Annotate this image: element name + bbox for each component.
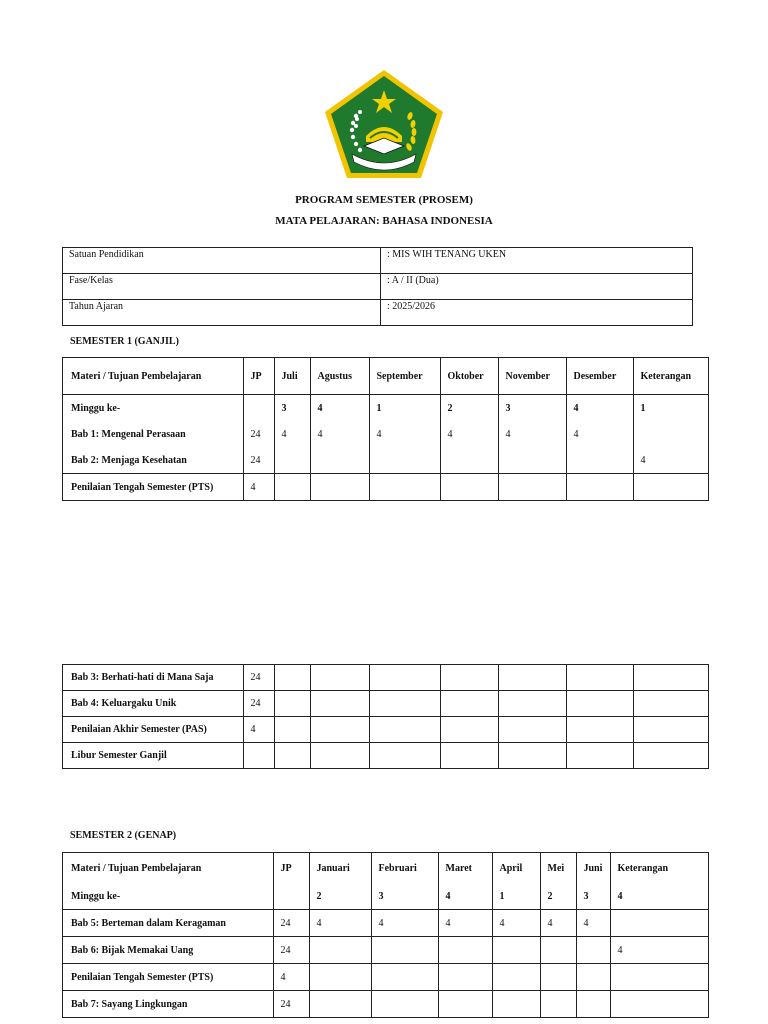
table-cell: 4 [369, 421, 440, 447]
table-cell: 2 [540, 883, 576, 910]
table-cell: 24 [243, 665, 274, 691]
table-cell [633, 717, 709, 743]
column-header: Keterangan [633, 358, 709, 395]
kemenag-logo [322, 68, 446, 180]
table-cell [274, 665, 310, 691]
table-cell [371, 937, 438, 964]
table-cell [492, 937, 540, 964]
table-cell [243, 395, 274, 422]
row-label: Bab 3: Berhati-hati di Mana Saja [71, 672, 214, 683]
table-cell: 24 [273, 991, 309, 1018]
table-cell [440, 743, 498, 769]
row-label: Bab 5: Berteman dalam Keragaman [63, 910, 273, 937]
table-cell [438, 964, 492, 991]
table-cell [566, 743, 633, 769]
column-header: April [492, 853, 540, 884]
table-cell [498, 447, 566, 474]
table-cell: 24 [243, 421, 274, 447]
table-cell [440, 717, 498, 743]
document-title: PROGRAM SEMESTER (PROSEM) [295, 194, 473, 206]
table-cell [274, 717, 310, 743]
table-row [63, 421, 709, 447]
table-cell [540, 991, 576, 1018]
semester-2-label: SEMESTER 2 (GENAP) [70, 830, 177, 841]
semester-1-table-continued [62, 664, 709, 769]
table-cell [498, 743, 566, 769]
info-value: : A / II (Dua) [381, 274, 693, 300]
table-cell: 2 [440, 395, 498, 422]
table-cell: 24 [243, 691, 274, 717]
info-label: Fase/Kelas [63, 274, 381, 300]
row-label: Bab 4: Keluargaku Unik [63, 691, 243, 717]
table-cell [492, 964, 540, 991]
table-cell [369, 474, 440, 501]
table-row [63, 937, 709, 964]
table-cell [369, 743, 440, 769]
table-cell [274, 474, 310, 501]
table-cell [498, 665, 566, 691]
table-cell [498, 717, 566, 743]
table-row [63, 964, 709, 991]
table-cell: 1 [633, 395, 709, 422]
row-label: Minggu ke- [71, 890, 121, 902]
table-cell [498, 474, 566, 501]
table-row [63, 883, 709, 910]
table-cell [369, 447, 440, 474]
column-header: Oktober [440, 358, 498, 395]
table-cell [440, 665, 498, 691]
column-header: Juli [274, 358, 310, 395]
table-cell [310, 447, 369, 474]
table-cell: 4 [540, 910, 576, 937]
table-cell [274, 447, 310, 474]
table-cell: 24 [273, 910, 309, 937]
row-label: Bab 7: Sayang Lingkungan [63, 991, 273, 1018]
column-header: Maret [438, 853, 492, 884]
info-label: Tahun Ajaran [63, 300, 381, 326]
table-cell [440, 691, 498, 717]
table-cell [492, 991, 540, 1018]
table-row [63, 665, 709, 691]
table-cell [369, 691, 440, 717]
table-cell [633, 691, 709, 717]
column-header: September [369, 358, 440, 395]
table-cell [309, 937, 371, 964]
table-cell [310, 474, 369, 501]
table-cell [438, 991, 492, 1018]
table-cell: 4 [576, 910, 610, 937]
column-header: Materi / Tujuan Pembelajaran [71, 370, 202, 382]
table-cell [309, 964, 371, 991]
table-cell: 3 [274, 395, 310, 422]
header-row [63, 853, 709, 884]
table-cell: 4 [440, 421, 498, 447]
column-header: Agustus [310, 358, 369, 395]
table-cell [633, 665, 709, 691]
info-row [63, 274, 693, 300]
table-cell: 1 [492, 883, 540, 910]
table-cell [610, 964, 709, 991]
info-value: : MIS WIH TENANG UKEN [381, 248, 693, 274]
table-row [63, 447, 709, 474]
document-subtitle: MATA PELAJARAN: BAHASA INDONESIA [275, 215, 493, 227]
table-cell: 4 [310, 421, 369, 447]
logo-motto [0, 0, 1, 1]
table-cell: 4 [610, 883, 709, 910]
table-row [63, 910, 709, 937]
info-row [63, 248, 693, 274]
table-cell: 4 [438, 883, 492, 910]
table-row [63, 991, 709, 1018]
column-header: November [498, 358, 566, 395]
table-cell: 4 [566, 421, 633, 447]
header-row [63, 358, 709, 395]
info-table [62, 247, 693, 326]
table-cell [633, 421, 709, 447]
table-cell [540, 964, 576, 991]
table-cell [633, 743, 709, 769]
table-cell: 4 [274, 421, 310, 447]
table-cell [309, 991, 371, 1018]
table-cell [576, 964, 610, 991]
table-cell: 4 [273, 964, 309, 991]
table-cell: 4 [243, 717, 274, 743]
table-cell: 4 [309, 910, 371, 937]
table-cell [576, 937, 610, 964]
table-cell: 4 [243, 474, 274, 501]
table-cell [576, 991, 610, 1018]
column-header: Materi / Tujuan Pembelajaran [71, 862, 202, 874]
table-row [63, 743, 709, 769]
column-header: Desember [566, 358, 633, 395]
table-cell [566, 717, 633, 743]
table-cell [369, 665, 440, 691]
table-cell [310, 665, 369, 691]
column-header: Juni [576, 853, 610, 884]
table-cell: 3 [576, 883, 610, 910]
table-cell [274, 691, 310, 717]
column-header: Keterangan [610, 853, 709, 884]
column-header: JP [273, 853, 309, 884]
table-row [63, 717, 709, 743]
table-cell [438, 937, 492, 964]
row-label: Minggu ke- [63, 395, 243, 422]
column-header: JP [243, 358, 274, 395]
table-cell [369, 717, 440, 743]
table-cell [566, 665, 633, 691]
info-label: Satuan Pendidikan [63, 248, 381, 274]
table-cell [371, 964, 438, 991]
table-cell [610, 991, 709, 1018]
table-cell [440, 447, 498, 474]
table-row [63, 474, 709, 501]
table-cell [274, 743, 310, 769]
semester-1-table [62, 357, 709, 501]
table-cell: 24 [243, 447, 274, 474]
column-header: Mei [540, 853, 576, 884]
table-cell [540, 937, 576, 964]
semester-1-label: SEMESTER 1 (GANJIL) [70, 336, 179, 347]
table-cell: 4 [633, 447, 709, 474]
table-cell: 4 [310, 395, 369, 422]
table-cell: 24 [273, 937, 309, 964]
table-cell: 4 [498, 421, 566, 447]
row-label: Bab 1: Mengenal Perasaan [71, 428, 186, 440]
row-label: Libur Semester Ganjil [63, 743, 243, 769]
table-cell: 2 [309, 883, 371, 910]
table-cell: 3 [371, 883, 438, 910]
table-cell [243, 743, 274, 769]
table-row [63, 691, 709, 717]
table-cell [273, 883, 309, 910]
table-cell [498, 691, 566, 717]
row-label: Penilaian Akhir Semester (PAS) [63, 717, 243, 743]
table-cell: 4 [566, 395, 633, 422]
table-cell: 4 [610, 937, 709, 964]
column-header: Februari [371, 853, 438, 884]
row-label: Bab 6: Bijak Memakai Uang [63, 937, 273, 964]
table-cell: 4 [492, 910, 540, 937]
column-header: Januari [309, 853, 371, 884]
info-value: : 2025/2026 [381, 300, 693, 326]
row-label: Penilaian Tengah Semester (PTS) [63, 474, 243, 501]
row-label: Penilaian Tengah Semester (PTS) [63, 964, 273, 991]
table-cell [566, 474, 633, 501]
table-cell [310, 717, 369, 743]
semester-2-table [62, 852, 709, 1018]
table-cell [310, 691, 369, 717]
table-cell [440, 474, 498, 501]
table-cell [371, 991, 438, 1018]
table-cell [610, 910, 709, 937]
table-row [63, 395, 709, 422]
table-cell [310, 743, 369, 769]
table-cell [633, 474, 709, 501]
table-cell: 4 [438, 910, 492, 937]
table-cell [566, 447, 633, 474]
row-label: Bab 2: Menjaga Kesehatan [71, 454, 187, 466]
table-cell: 1 [369, 395, 440, 422]
table-cell [566, 691, 633, 717]
info-row [63, 300, 693, 326]
table-cell: 4 [371, 910, 438, 937]
table-cell: 3 [498, 395, 566, 422]
